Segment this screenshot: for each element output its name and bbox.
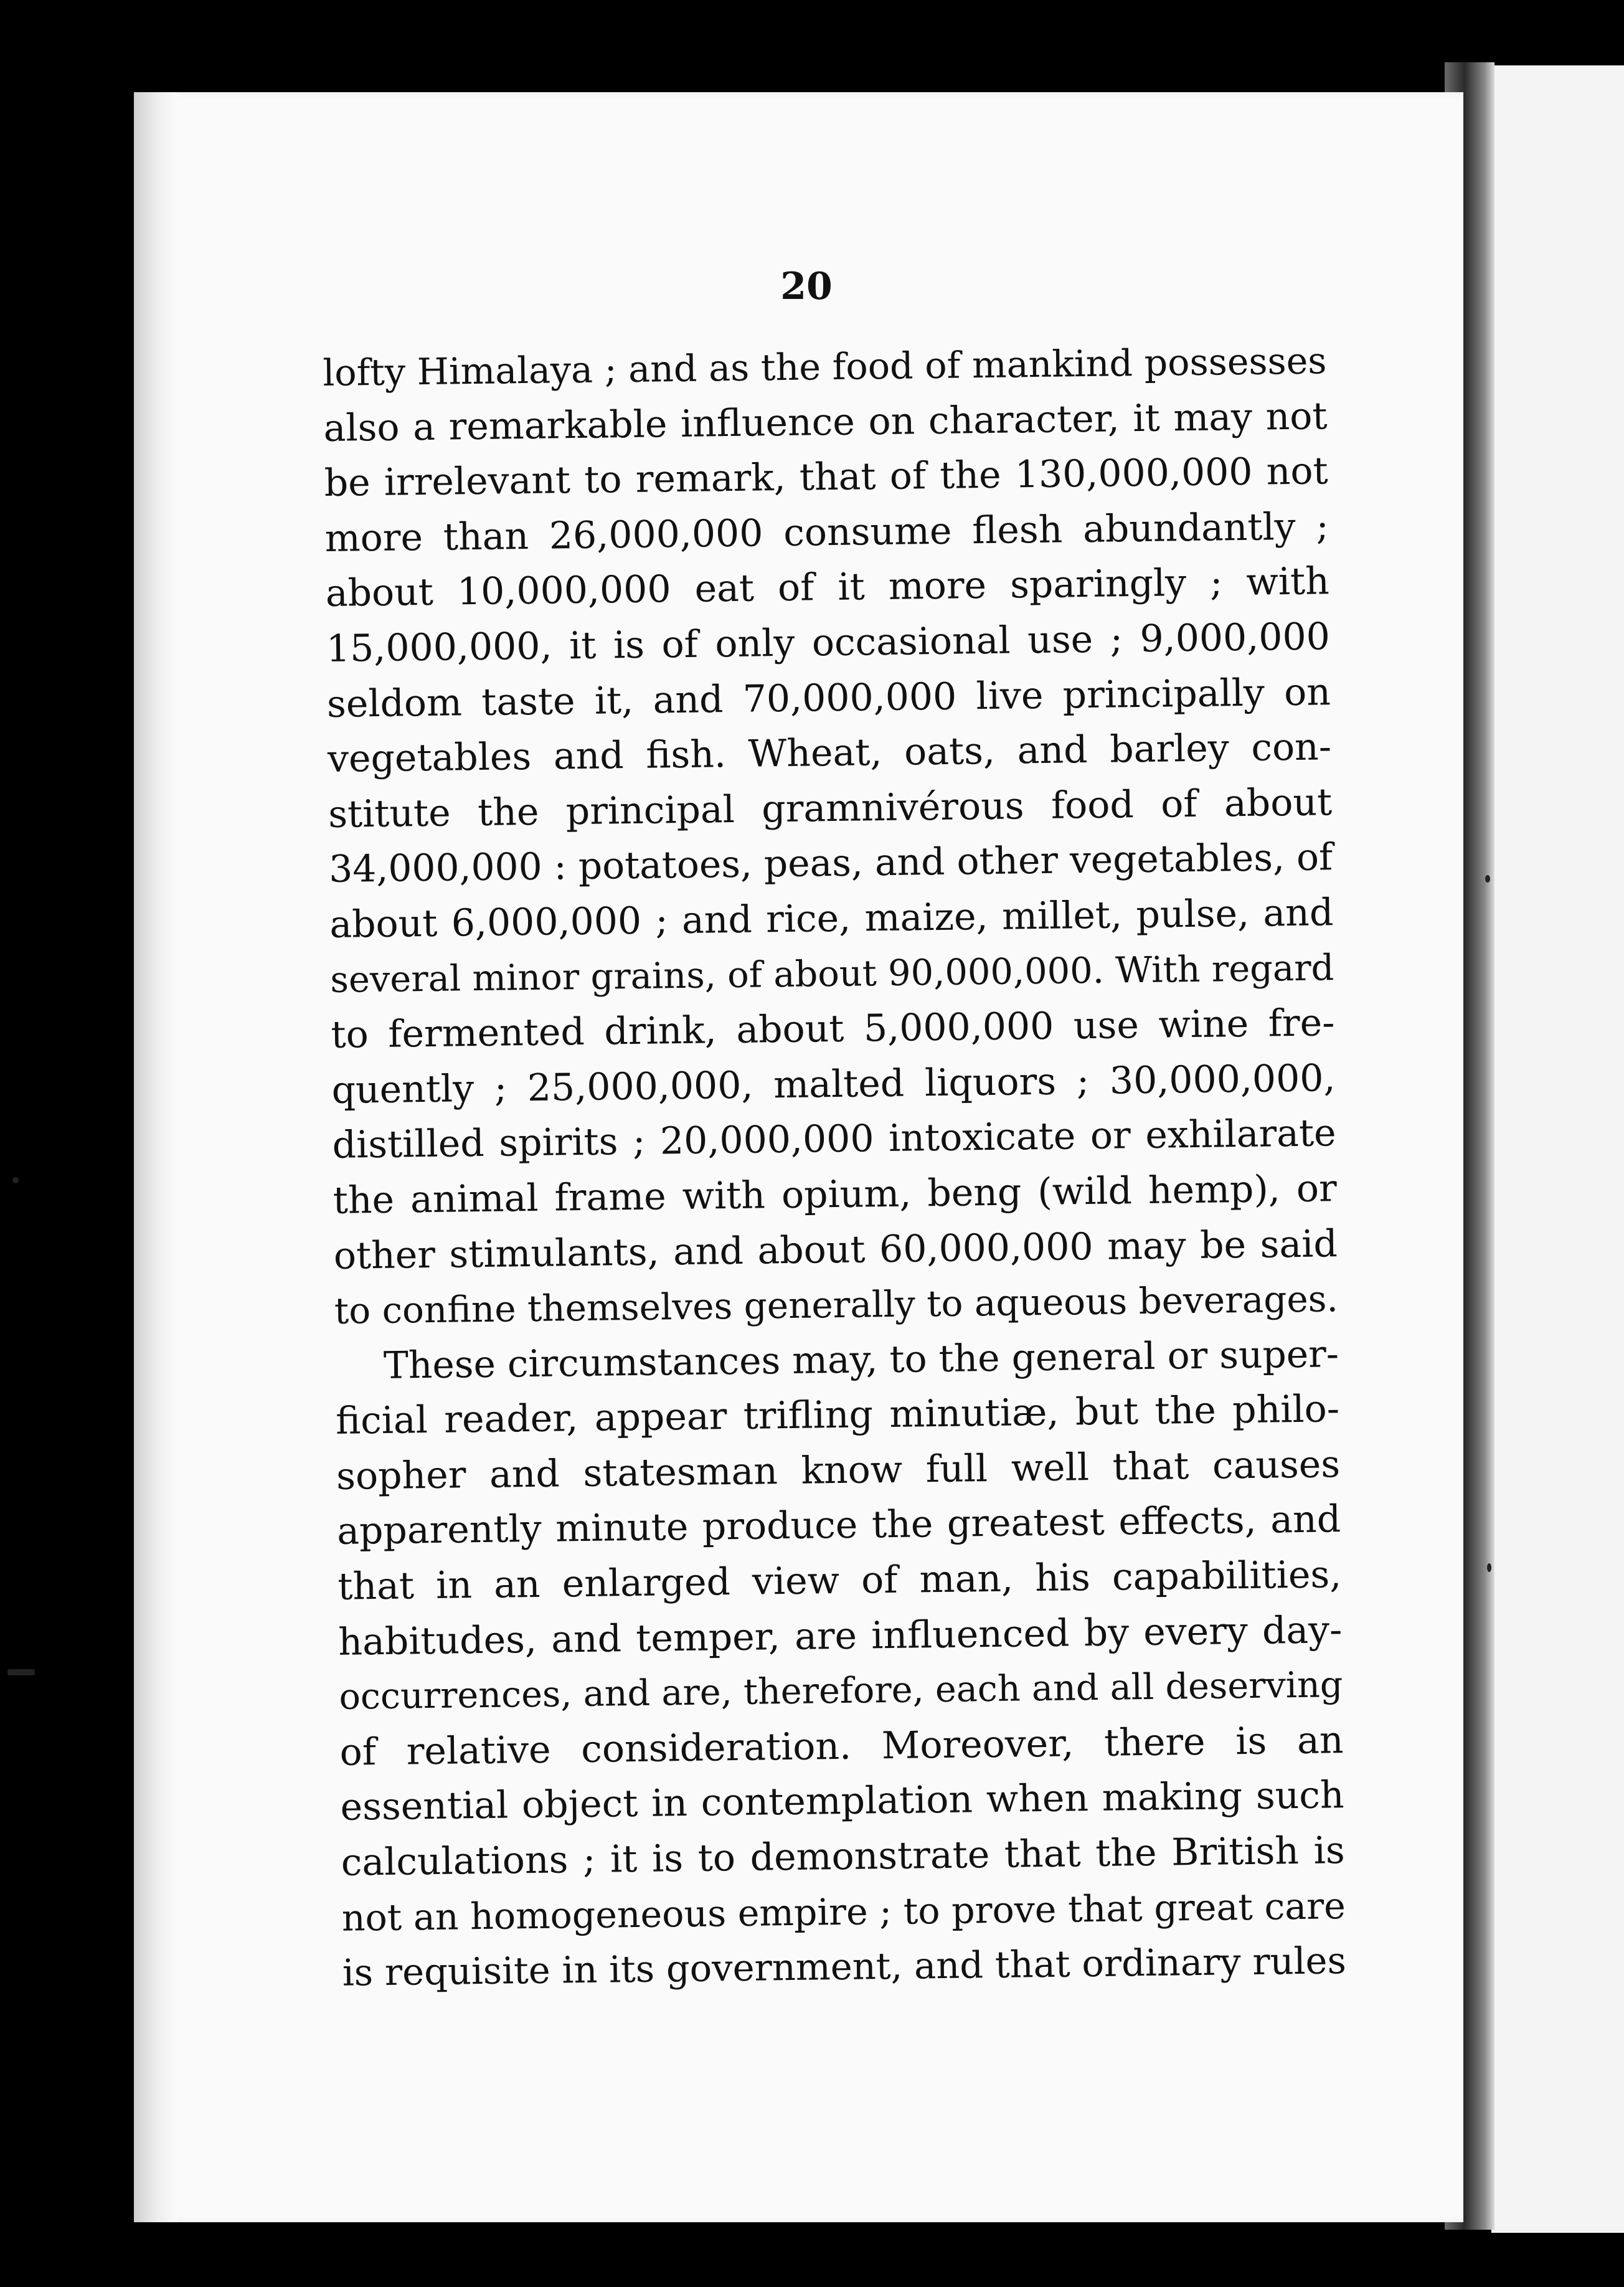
text-line: habitudes, and temper, are influenced by every day- bbox=[338, 1608, 1343, 1664]
scan-speck bbox=[1487, 1563, 1491, 1572]
text-line: apparently minute produce the greatest effects, and bbox=[336, 1497, 1341, 1554]
scan-speck bbox=[1485, 875, 1490, 883]
text-line: 34,000,000 : potatoes, peas, and other vegetables, of bbox=[328, 835, 1333, 892]
text-line: not an homogeneous empire ; to prove that great care bbox=[341, 1884, 1346, 1939]
text-line: quently ; 25,000,000, malted liquors ; 30,000,000, bbox=[331, 1056, 1336, 1112]
text-line: essential object in contemplation when making such bbox=[340, 1773, 1344, 1830]
text-line: to confine themselves generally to aqueous beverages. bbox=[334, 1277, 1339, 1332]
page-number: 20 bbox=[780, 265, 833, 308]
text-line: to fermented drink, about 5,000,000 use wine fre- bbox=[331, 1001, 1335, 1058]
text-line: more than 26,000,000 consume flesh abundantly ; bbox=[324, 504, 1329, 561]
text-line: about 10,000,000 eat of it more sparingly ; with bbox=[325, 559, 1330, 616]
text-line: sopher and statesman know full well that causes bbox=[336, 1442, 1341, 1499]
adjacent-page-edge bbox=[1491, 65, 1624, 2233]
text-line: ficial reader, appear trifling minutiæ, but the philo- bbox=[335, 1387, 1340, 1444]
text-line: about 6,000,000 ; and rice, maize, millet, pulse, and bbox=[329, 891, 1334, 947]
text-line: vegetables and fish. Wheat, oats, and barley con- bbox=[327, 725, 1332, 782]
text-line: several minor grains, of about 90,000,000. With regard bbox=[330, 946, 1334, 1001]
text-line: also a remarkable influence on character, it may not bbox=[323, 394, 1328, 450]
text-line: 15,000,000, it is of only occasional use ; 9,000,000 bbox=[326, 615, 1331, 671]
text-line: of relative consideration. Moreover, there is an bbox=[339, 1718, 1344, 1774]
page-left-edge-shading bbox=[134, 92, 177, 2222]
text-line: distilled spirits ; 20,000,000 intoxicate or exhilarate bbox=[332, 1111, 1336, 1168]
paragraph-container bbox=[323, 333, 1346, 2001]
scan-speck bbox=[12, 1177, 19, 1183]
text-line: is requisite in its government, and that ordinary rules bbox=[342, 1939, 1347, 1995]
text-line: These circumstances may, to the general or super- bbox=[383, 1332, 1339, 1388]
body-text bbox=[323, 333, 1346, 2001]
text-line: be irrelevant to remark, that of the 130,000,000 not bbox=[324, 449, 1329, 506]
scan-speck bbox=[7, 1669, 35, 1675]
text-line: stitute the principal gramnivérous food of about bbox=[328, 780, 1333, 836]
text-line: other stimulants, and about 60,000,000 may be said bbox=[333, 1221, 1338, 1278]
text-line: that in an enlarged view of man, his capabilities, bbox=[337, 1553, 1342, 1609]
text-line: calculations ; it is to demonstrate that the British is bbox=[341, 1829, 1346, 1885]
text-line: seldom taste it, and 70,000,000 live principally on bbox=[326, 670, 1331, 726]
text-line: lofty Himalaya ; and as the food of mankind possesses bbox=[323, 339, 1327, 394]
text-line: occurrences, and are, therefore, each and all deserving bbox=[339, 1664, 1343, 1718]
text-line: the animal frame with opium, beng (wild hemp), or bbox=[333, 1167, 1338, 1223]
